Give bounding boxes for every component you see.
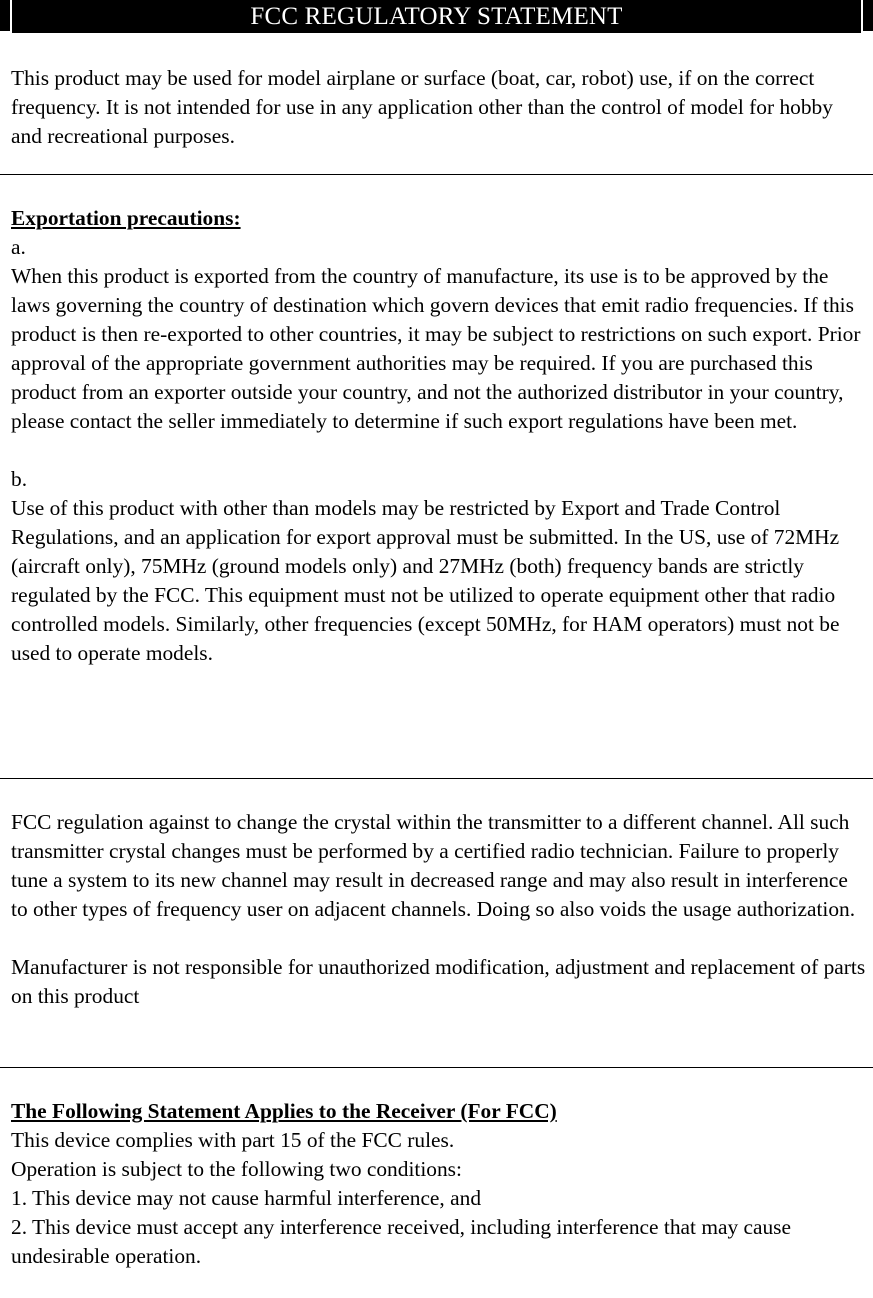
title-bar bbox=[0, 0, 873, 33]
intro-paragraph: This product may be used for model airplane or surface (boat, car, robot) use, if on the correct frequency. It is not intended for use in any application other than the control of model for hobby and recreational purposes. bbox=[11, 66, 833, 148]
intro-section bbox=[11, 64, 866, 151]
receiver-line-2: Operation is subject to the following two conditions: bbox=[11, 1157, 462, 1181]
receiver-section bbox=[11, 1097, 866, 1271]
receiver-line-4: 2. This device must accept any interference received, including interference that may cause undesirable operation. bbox=[11, 1215, 791, 1268]
section-divider-2 bbox=[0, 778, 873, 779]
receiver-heading: The Following Statement Applies to the Receiver (For FCC) bbox=[11, 1099, 557, 1123]
receiver-line-3: 1. This device may not cause harmful interference, and bbox=[11, 1186, 482, 1210]
receiver-line-1: This device complies with part 15 of the FCC rules. bbox=[11, 1128, 455, 1152]
crystal-section bbox=[11, 808, 866, 1011]
crystal-paragraph-1: FCC regulation against to change the crystal within the transmitter to a different channel. All such transmitter crystal changes must be performed by a certified radio technician. Failure to properly tune a system to its new channel may result in decreased range and may also result in interference to other types of frequency user on adjacent channels. Doing so also voids the usage authorization. bbox=[11, 810, 856, 921]
exportation-heading: Exportation precautions: bbox=[11, 206, 241, 230]
title-corner-left bbox=[0, 0, 12, 33]
crystal-paragraph-2: Manufacturer is not responsible for unauthorized modification, adjustment and replacement of parts on this product bbox=[11, 955, 866, 1008]
section-divider-1 bbox=[0, 174, 873, 175]
page-title: FCC REGULATORY STATEMENT bbox=[250, 3, 623, 30]
item-b-marker: b. bbox=[11, 467, 28, 491]
item-b-text: Use of this product with other than models may be restricted by Export and Trade Control Regulations, and an application for export approval must be submitted. In the US, use of 72MHz (aircraft only), 75MHz (ground models only) and 27MHz (both) frequency bands are strictly regulated by the FCC. This equipment must not be utilized to operate equipment other that radio controlled models. Similarly, other frequencies (except 50MHz, for HAM operators) must not be used to operate models. bbox=[11, 496, 840, 665]
item-a-marker: a. bbox=[11, 235, 26, 259]
title-corner-right bbox=[861, 0, 873, 33]
exportation-section bbox=[11, 204, 866, 668]
item-a-text: When this product is exported from the country of manufacture, its use is to be approved by the laws governing the country of destination which govern devices that emit radio frequencies. If this product is then re-exported to other countries, it may be subject to restrictions on such export. Prior approval of the appropriate government authorities may be required. If you are purchased this product from an exporter outside your country, and not the authorized distributor in your country, please contact the seller immediately to determine if such export regulations have been met. bbox=[11, 264, 861, 433]
section-divider-3 bbox=[0, 1067, 873, 1068]
